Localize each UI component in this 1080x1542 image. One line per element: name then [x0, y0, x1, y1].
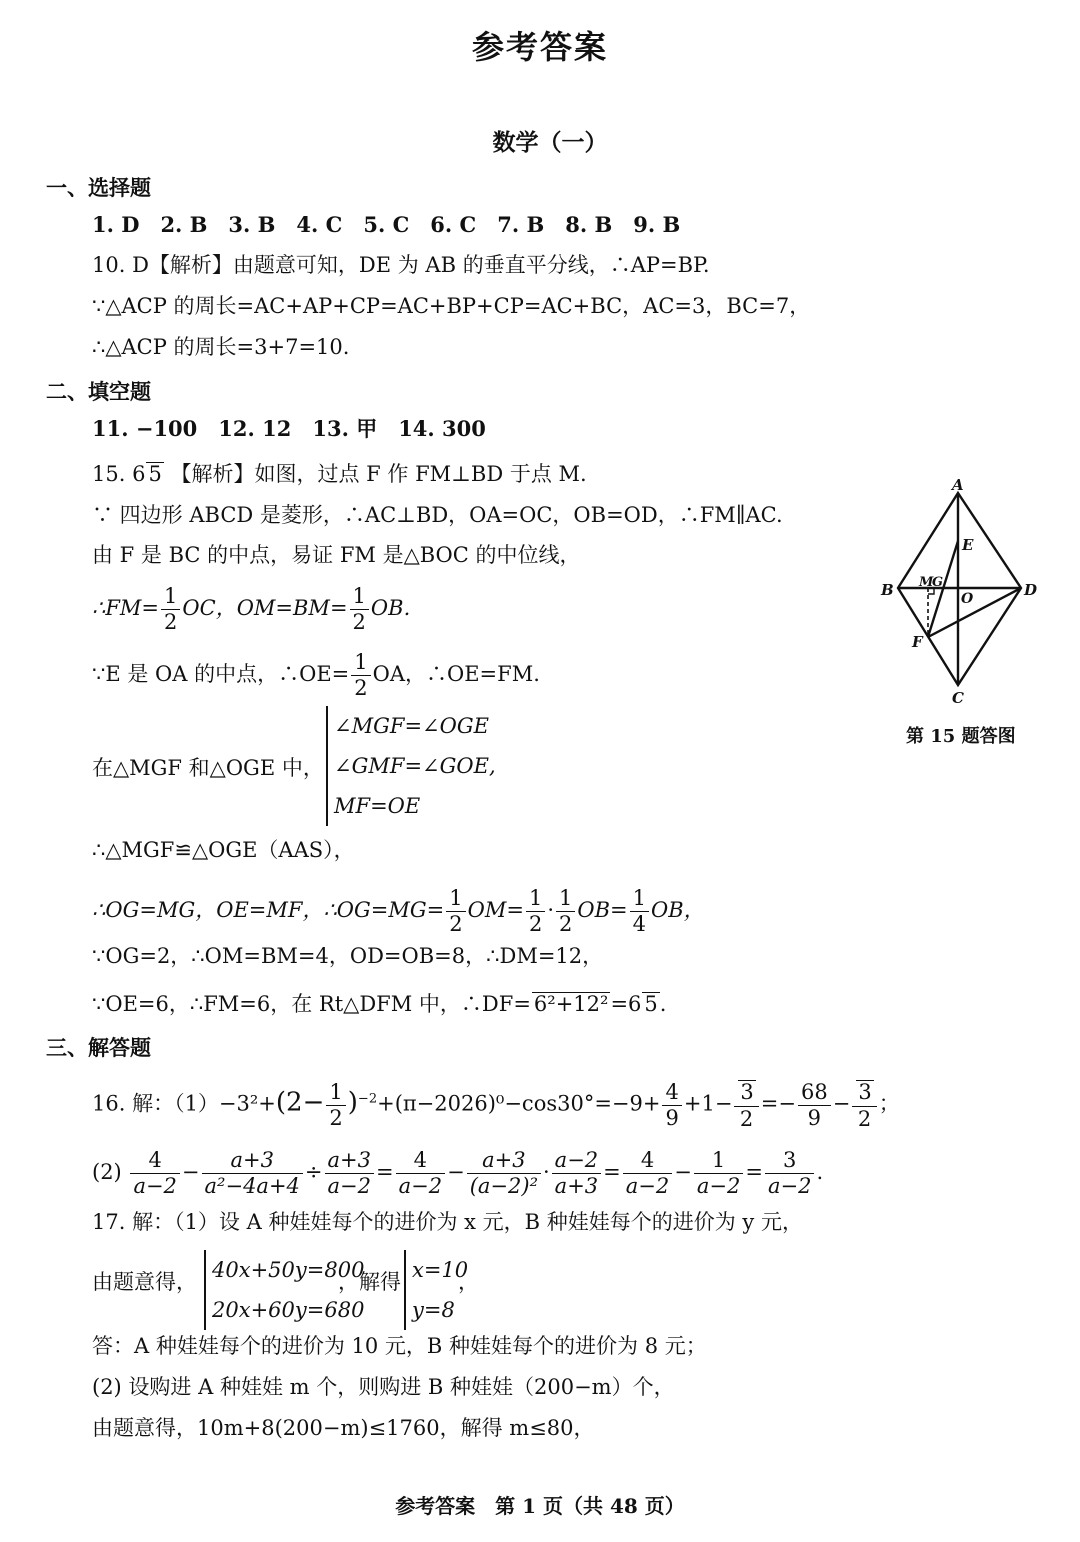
fraction [623, 1150, 672, 1197]
numerator: 4 [396, 1150, 445, 1174]
q17-line-2-prefix: 由题意得， [92, 1270, 197, 1294]
choice-answers: 1. D 2. B 3. B 4. C 5. C 6. C 7. B 8. B 9. B [92, 212, 681, 237]
q16-p1-h: ； [878, 1091, 900, 1116]
q15-line-4 [92, 586, 410, 633]
equation-system-q15 [326, 706, 496, 826]
fraction-one-half [350, 586, 369, 633]
q17-line-4: (2) 设购进 A 种娃娃 m 个，则购进 B 种娃娃（200−m）个， [92, 1375, 675, 1399]
q15-line-10 [92, 992, 666, 1016]
fraction-one-quarter [630, 888, 649, 935]
fraction-one-half [526, 888, 545, 935]
q15-l5-a: ∵E 是 OA 的中点，∴OE= [92, 662, 350, 686]
q15-line-3: 由 F 是 BC 的中点，易证 FM 是△BOC 的中位线， [92, 543, 581, 567]
fraction [130, 1150, 179, 1197]
q15-l8-d: OB= [577, 898, 628, 922]
section-heading-choice: 一、选择题 [46, 175, 151, 200]
q15-l10-c: =6 [610, 992, 642, 1016]
q10-line-3: ∴△ACP 的周长=3+7=10. [92, 335, 350, 359]
page-title: 参考答案 [471, 28, 608, 66]
rhombus-figure [876, 475, 1046, 715]
fraction [552, 1150, 601, 1197]
fraction [765, 1150, 814, 1197]
denominator: 2 [329, 1105, 343, 1130]
fraction-one-half [556, 888, 575, 935]
q17-line-1: 17. 解：（1）设 A 种娃娃每个的进价为 x 元，B 种娃娃每个的进价为 y 元， [92, 1210, 803, 1234]
q15-l8-a: ∴OG=MG，OE=MF，∴OG=MG= [92, 898, 445, 922]
q15-line-9: ∵OG=2，∴OM=BM=4，OD=OB=8，∴DM=12， [92, 944, 604, 968]
q17-line-2-end: ， [458, 1270, 479, 1294]
numerator: a+3 [467, 1150, 541, 1174]
page-footer: 参考答案 第 1 页（共 48 页） [395, 1494, 685, 1518]
numerator [734, 1080, 758, 1107]
q16-p2-f: · [542, 1160, 550, 1184]
denominator: 2 [164, 610, 178, 634]
q17-line-3: 答：A 种娃娃每个的进价为 10 元，B 种娃娃每个的进价为 8 元； [92, 1334, 707, 1358]
q16-p1-e: +1− [683, 1091, 733, 1116]
q16-p2-i: = [745, 1160, 763, 1184]
q17-line-2-mid: ，解得 [338, 1270, 401, 1294]
q16-p2-c: ÷ [304, 1160, 323, 1184]
q10-line-2: ∵△ACP 的周长=AC+AP+CP=AC+BP+CP=AC+BC，AC=3，BC=7， [92, 294, 811, 318]
equation-2: 20x+60y=680 [212, 1298, 365, 1322]
fraction-sqrt3-over-2 [852, 1080, 876, 1130]
sqrt-expression: 6²+12² [533, 992, 609, 1016]
numerator: a+3 [325, 1150, 374, 1174]
denominator: a−2 [133, 1174, 177, 1198]
denominator: 2 [352, 610, 366, 634]
numerator: 3 [765, 1150, 814, 1174]
sqrt-three: 3 [858, 1080, 872, 1104]
condition-3: MF=OE [334, 794, 421, 818]
q15-l10-e: . [659, 992, 667, 1016]
fraction-one-half [446, 888, 465, 935]
fraction [396, 1150, 445, 1197]
numerator: 68 [798, 1082, 831, 1106]
q16-p2-e: − [447, 1160, 465, 1184]
q16-p1-b: (2− [275, 1087, 325, 1118]
denominator: a+3 [554, 1174, 599, 1198]
numerator: 1 [526, 888, 545, 912]
q15-l4-a: ∴FM= [92, 596, 160, 620]
denominator: a²−4a+4 [204, 1174, 300, 1198]
fraction-68-over-9 [798, 1079, 831, 1130]
q17-line-5: 由题意得，10m+8(200−m)≤1760，解得 m≤80， [92, 1416, 595, 1440]
solution-y: y=8 [412, 1298, 455, 1322]
q15-l8-b: OM= [467, 898, 524, 922]
q16-p1-d: +(π−2026)⁰−cos30°=−9+ [377, 1091, 661, 1116]
denominator: 2 [528, 912, 543, 936]
denominator: 2 [449, 912, 463, 936]
q16-p2-a: (2) [92, 1160, 122, 1184]
numerator: 1 [351, 652, 370, 676]
q16-p2-h: − [674, 1160, 692, 1184]
solution-x: x=10 [412, 1258, 469, 1282]
denominator: a−2 [625, 1174, 670, 1198]
numerator: a+3 [202, 1150, 303, 1174]
fraction [325, 1150, 374, 1197]
q16-p2-b: − [181, 1160, 200, 1184]
q15-line-8 [92, 888, 705, 935]
q15-line-1 [92, 462, 587, 486]
numerator [852, 1080, 876, 1107]
condition-1: ∠MGF=∠OGE [334, 714, 489, 738]
numerator: 1 [350, 586, 369, 610]
numerator: 1 [556, 888, 575, 912]
fig-point-label: F [912, 633, 923, 651]
fill-answers: 11. −100 12. 12 13. 甲 14. 300 [92, 416, 486, 441]
fig-point-label: G [932, 575, 944, 590]
q10-line-1: 10. D【解析】由题意可知，DE 为 AB 的垂直平分线，∴AP=BP. [92, 253, 710, 277]
condition-2: ∠GMF=∠GOE, [334, 754, 496, 778]
q16-p1-g: − [832, 1091, 851, 1116]
fraction [202, 1150, 303, 1197]
q15-line-6-prefix: 在△MGF 和△OGE 中， [92, 756, 324, 780]
q16-part-1 [92, 1080, 900, 1130]
fraction-four-ninths [662, 1079, 681, 1130]
numerator: 4 [130, 1150, 179, 1174]
numerator: 1 [694, 1150, 743, 1174]
denominator: 2 [739, 1107, 754, 1132]
q15-sqrt: 5 [148, 462, 162, 486]
numerator: 1 [630, 888, 649, 912]
fraction-one-half [351, 652, 370, 699]
section-heading-fill: 二、填空题 [46, 379, 151, 404]
fig-point-label: D [1024, 581, 1038, 599]
numerator: 4 [623, 1150, 672, 1174]
q15-line-7: ∴△MGF≌△OGE（AAS）， [92, 838, 355, 862]
denominator: 4 [632, 912, 647, 936]
exponent: −2 [357, 1091, 378, 1107]
fig-point-label: A [952, 476, 964, 494]
fig-point-label: E [962, 536, 974, 554]
q15-l4-b: OC，OM=BM= [182, 596, 348, 620]
numerator: 1 [326, 1082, 345, 1106]
section-heading-solutions: 三、解答题 [46, 1035, 151, 1060]
sqrt-five: 5 [644, 992, 658, 1016]
q16-p1-f: =− [760, 1091, 796, 1116]
denominator: a−2 [398, 1174, 443, 1198]
numerator: 1 [161, 586, 180, 610]
fraction-sqrt3-over-2 [734, 1080, 758, 1130]
denominator: a−2 [696, 1174, 741, 1198]
q15-l5-b: OA，∴OE=FM. [372, 662, 540, 686]
q15-l4-c: OB. [370, 596, 411, 620]
q15-answer-prefix: 15. 6 [92, 462, 146, 486]
denominator: (a−2)² [469, 1174, 538, 1198]
numerator: 4 [662, 1082, 681, 1106]
q15-analysis-intro: 【解析】如图，过点 F 作 FM⊥BD 于点 M. [170, 462, 587, 486]
denominator: a−2 [327, 1174, 371, 1198]
fraction-one-half [161, 586, 180, 633]
q16-part-2 [92, 1150, 823, 1197]
q16-p1-a: 16. 解：（1）−3²+ [92, 1091, 276, 1116]
denominator: 2 [354, 676, 368, 700]
q16-p2-j: . [816, 1160, 824, 1184]
fig-point-label: M [919, 575, 934, 590]
q15-l8-c: · [547, 898, 555, 922]
fraction [467, 1150, 541, 1197]
q16-p2-g: = [603, 1160, 621, 1184]
q15-l8-e: OB， [651, 898, 705, 922]
fig-point-label: C [952, 689, 964, 707]
fraction-one-half [326, 1079, 345, 1130]
section-subtitle: 数学（一） [492, 129, 608, 156]
figure-caption: 第 15 题答图 [906, 726, 1016, 747]
numerator: a−2 [552, 1150, 601, 1174]
fraction [694, 1150, 743, 1197]
q15-l10-a: ∵OE=6，∴FM=6，在 Rt△DFM 中，∴DF= [92, 992, 531, 1016]
q15-line-2: ∵ 四边形 ABCD 是菱形，∴AC⊥BD，OA=OC，OB=OD，∴FM∥AC. [92, 503, 783, 527]
sqrt-three: 3 [740, 1080, 754, 1104]
denominator: 9 [807, 1105, 822, 1130]
denominator: 9 [665, 1105, 679, 1130]
equation-1: 40x+50y=800 [212, 1258, 365, 1282]
denominator: a−2 [767, 1174, 812, 1198]
q16-p2-d: = [376, 1160, 394, 1184]
denominator: 2 [559, 912, 573, 936]
fig-point-label: B [881, 581, 894, 599]
q15-line-5 [92, 652, 540, 699]
q16-p1-c: ) [347, 1087, 358, 1118]
numerator: 1 [446, 888, 465, 912]
denominator: 2 [857, 1107, 872, 1132]
fig-point-label: O [961, 591, 974, 607]
